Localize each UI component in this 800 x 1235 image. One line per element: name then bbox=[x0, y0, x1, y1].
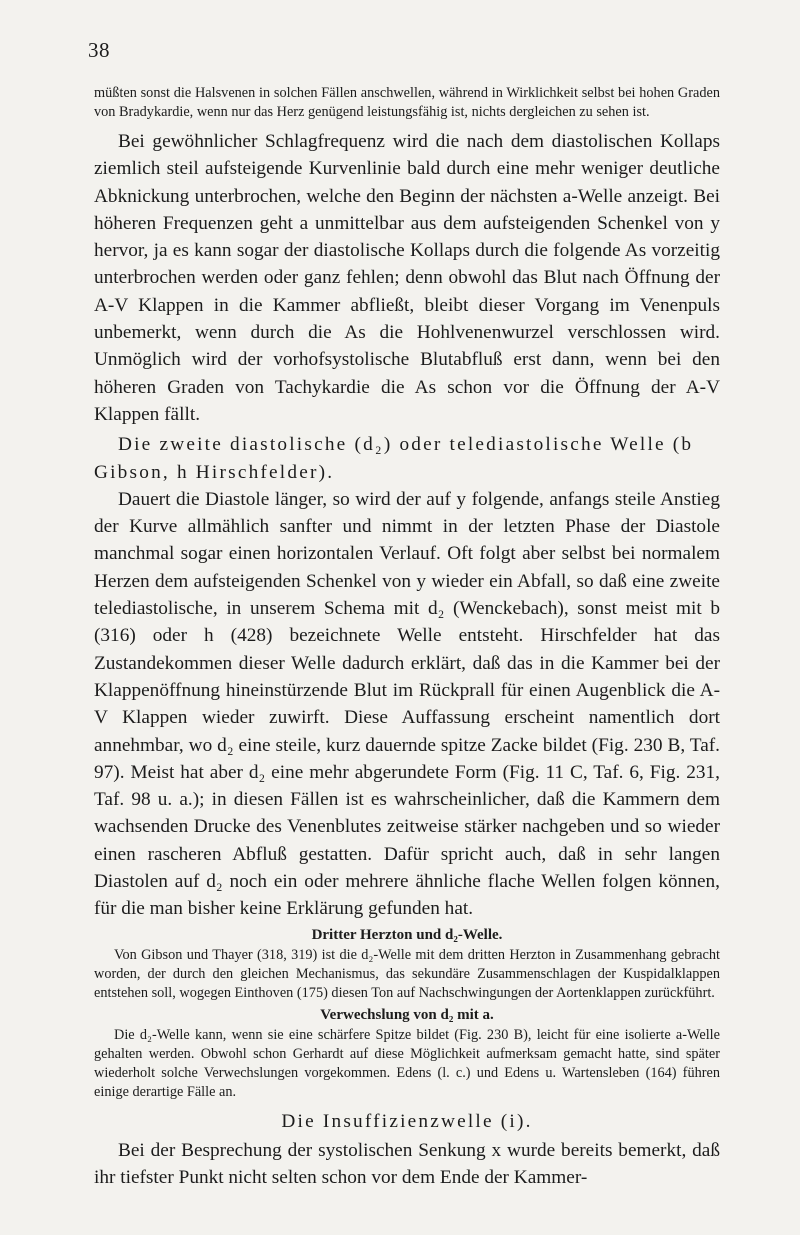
heading-text: Die Insuffizienzwelle (i). bbox=[281, 1110, 533, 1132]
subheading-dritter-herzton: Dritter Herzton und d₂-Welle. bbox=[311, 926, 503, 943]
heading-text: Die zweite diastolische (d₂) oder telediastolische Welle (b Gibson, h Hirschfelder). bbox=[94, 434, 694, 483]
paragraph-besprechung: Bei der Besprechung der systolischen Senkung x wurde bereits bemerkt, daß ihr tiefster Punkt nicht selten schon vor dem Ende der Kammer- bbox=[94, 1139, 720, 1189]
paragraph-verwechslung: Die d₂-Welle kann, wenn sie eine schärfere Spitze bildet (Fig. 230 B), leicht für eine isolierte a-Welle gehalten werden. Obwohl schon Gerhardt auf diese Möglichkeit aufmerksam gemacht hatte, sind später wiederholt solche Verwechslungen vorgekommen. Edens (l. c.) und Edens u. Wartensleben (164) führen einige derartige Fälle an. bbox=[94, 1026, 720, 1100]
paragraph-schlagfrequenz: Bei gewöhnlicher Schlagfrequenz wird die nach dem diastolischen Kollaps ziemlich steil aufsteigende Kurvenlinie bald durch eine mehr weniger deutliche Abknickung unterbrochen, welche den Beginn der nächsten a-Welle anzeigt. Bei höheren Frequenzen geht a unmittelbar aus dem aufsteigenden Schenkel von y hervor, ja es kann sogar der diastolische Kollaps durch die folgende As vorzeitig unterbrochen werden oder ganz fehlen; denn obwohl das Blut nach Öffnung der A-V Klappen in die Kammer abfließt, bleibt dieser Vorgang im Venenpuls unbemerkt, wenn durch die As die Hohlvenenwurzel verschlossen wird. Unmöglich wird der vorhofsystolische Blutabfluß erst dann, wenn bei den höheren Graden von Tachykardie die As schon vor die Öffnung der A-V Klappen fällt. bbox=[94, 131, 720, 425]
page-number: 38 bbox=[88, 38, 110, 62]
heading-zweite-diastolische-welle bbox=[94, 431, 720, 486]
heading-insuffizienzwelle bbox=[94, 1108, 720, 1135]
paragraph-gibson-thayer: Von Gibson und Thayer (318, 319) ist die d₂-Welle mit dem dritten Herzton in Zusammenhang gebracht worden, der durch den gleichen Mechanismus, das sekundäre Zusammenschlagen der Kuspidalklappen entstehen soll, wogegen Einthoven (175) diesen Ton auf Nachschwingungen der Aortenklappen zurückführt. bbox=[94, 946, 720, 1001]
page-body bbox=[94, 84, 720, 1192]
paragraph-halsvenen: müßten sonst die Halsvenen in solchen Fällen anschwellen, während in Wirklichkeit selbst bei hohen Graden von Bradykardie, wenn nur das Herz genügend leistungsfähig ist, nichts dergleichen zu sehen ist. bbox=[94, 85, 720, 120]
subheading-verwechslung: Verwechslung von d₂ mit a. bbox=[320, 1006, 494, 1023]
paragraph-diastole: Dauert die Diastole länger, so wird der auf y folgende, anfangs steile Anstieg der Kurve allmählich sanfter und nimmt in der letzten Phase der Diastole manchmal sogar einen horizontalen Verlauf. Oft folgt aber selbst bei normalem Herzen dem aufsteigenden Schenkel von y wieder ein Abfall, so daß eine zweite telediastolische, in unserem Schema mit d₂ (Wenckebach), sonst meist mit b (316) oder h (428) bezeichnete Welle entsteht. Hirschfelder hat das Zustandekommen dieser Welle dadurch erklärt, daß das in die Kammer bei der Klappenöffnung hineinstürzende Blut im Rückprall für einen Augenblick die A-V Klappen wieder zuwirft. Diese Auffassung erscheint namentlich dort annehmbar, wo d₂ eine steile, kurz dauernde spitze Zacke bildet (Fig. 230 B, Taf. 97). Meist hat aber d₂ eine mehr abgerundete Form (Fig. 11 C, Taf. 6, Fig. 231, Taf. 98 u. a.); in diesen Fällen ist es wahrscheinlicher, daß die Kammern dem wachsenden Drucke des Venenblutes zeitweise stärker nachgeben und so wieder einen rascheren Abfluß gestatten. Dafür spricht auch, daß in sehr langen Diastolen auf d₂ noch ein oder mehrere ähnliche flache Wellen folgen können, für die man bisher keine Erklärung gefunden hat. bbox=[94, 488, 720, 920]
